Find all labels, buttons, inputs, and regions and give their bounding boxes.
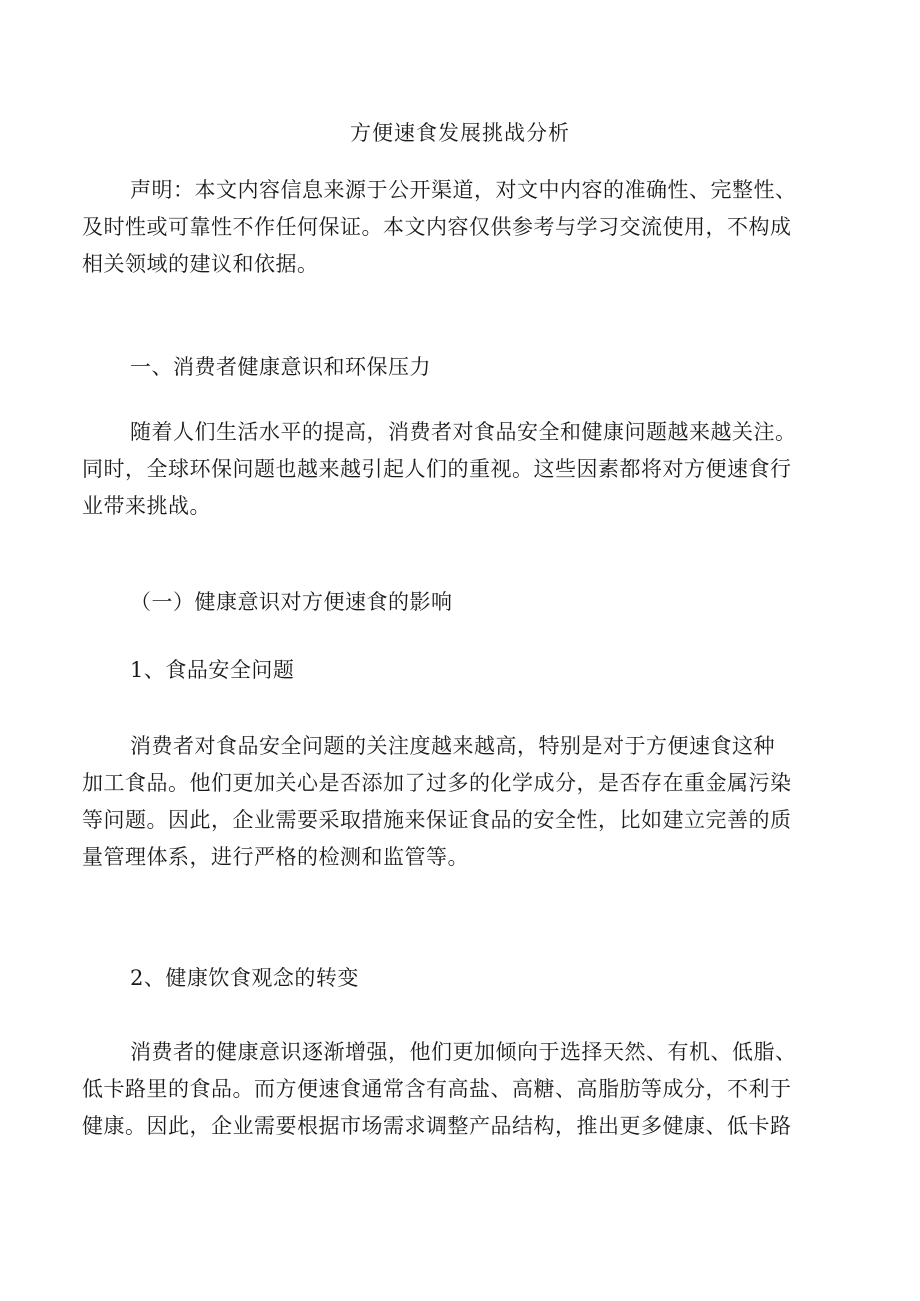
food-safety-line: 消费者对食品安全问题的关注度越来越高，特别是对于方便速食这种 bbox=[130, 734, 775, 758]
disclaimer-paragraph bbox=[82, 172, 844, 283]
section-heading: 一、消费者健康意识和环保压力 bbox=[130, 355, 431, 379]
disclaimer-line: 相关领域的建议和依据。 bbox=[82, 252, 319, 276]
intro-line: 随着人们生活水平的提高，消费者对食品安全和健康问题越来越关注。 bbox=[130, 420, 797, 444]
diet-concept-line: 低卡路里的食品。而方便速食通常含有高盐、高糖、高脂肪等成分，不利于 bbox=[82, 1077, 792, 1101]
item-heading-food-safety: 1、食品安全问题 bbox=[130, 658, 295, 682]
food-safety-line: 量管理体系，进行严格的检测和监管等。 bbox=[82, 845, 469, 869]
intro-line: 业带来挑战。 bbox=[82, 494, 211, 518]
section-intro-paragraph bbox=[82, 414, 844, 525]
food-safety-line: 加工食品。他们更加关心是否添加了过多的化学成分，是否存在重金属污染 bbox=[82, 771, 792, 795]
item-heading-diet-concept: 2、健康饮食观念的转变 bbox=[130, 966, 359, 990]
subsection-heading: （一）健康意识对方便速食的影响 bbox=[130, 590, 453, 614]
food-safety-line: 等问题。因此，企业需要采取措施来保证食品的安全性，比如建立完善的质 bbox=[82, 808, 792, 832]
diet-concept-line: 健康。因此，企业需要根据市场需求调整产品结构，推出更多健康、低卡路 bbox=[82, 1114, 792, 1138]
diet-concept-paragraph bbox=[82, 1034, 844, 1145]
intro-line: 同时，全球环保问题也越来越引起人们的重视。这些因素都将对方便速食行 bbox=[82, 457, 792, 481]
document-title: 方便速食发展挑战分析 bbox=[350, 121, 570, 145]
diet-concept-line: 消费者的健康意识逐渐增强，他们更加倾向于选择天然、有机、低脂、 bbox=[130, 1040, 797, 1064]
disclaimer-line: 声明：本文内容信息来源于公开渠道，对文中内容的准确性、完整性、 bbox=[130, 178, 797, 202]
disclaimer-line: 及时性或可靠性不作任何保证。本文内容仅供参考与学习交流使用，不构成 bbox=[82, 215, 792, 239]
food-safety-paragraph bbox=[82, 728, 844, 876]
